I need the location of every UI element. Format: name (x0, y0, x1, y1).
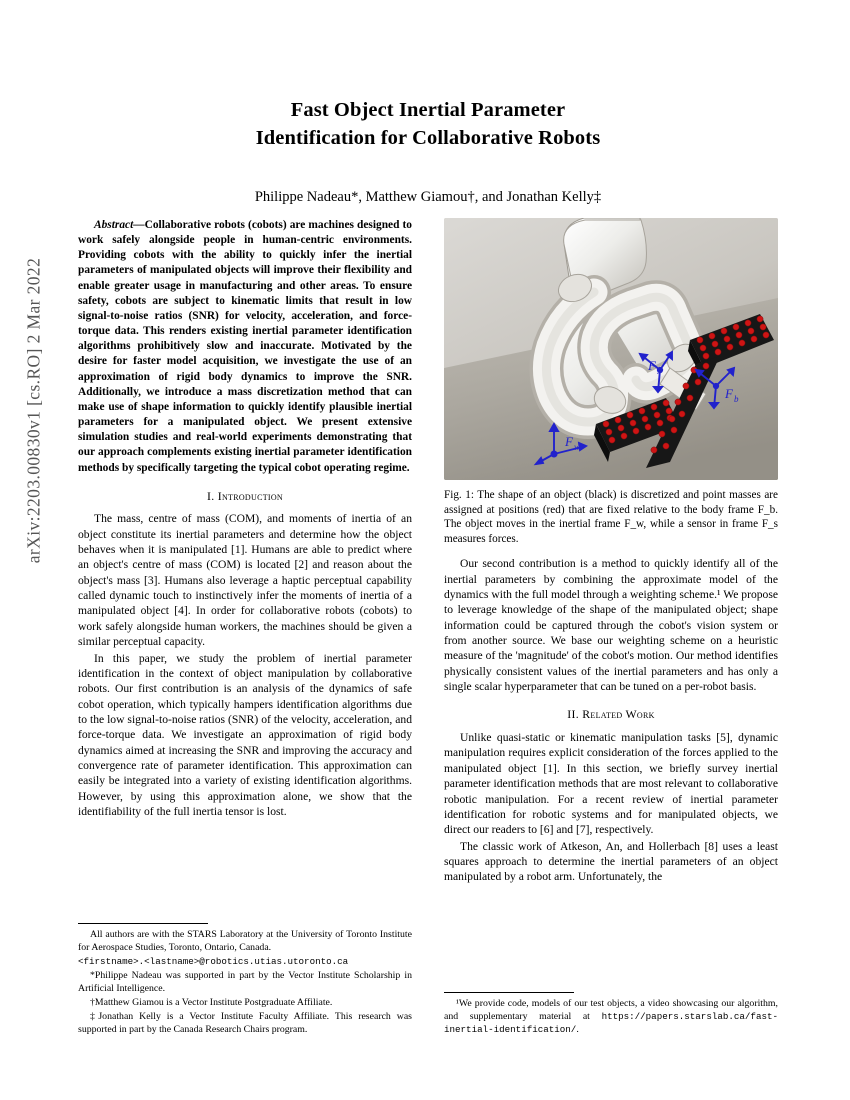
two-column-body (78, 218, 778, 1038)
footnotes-right (444, 986, 778, 1038)
svg-text:s: s (657, 366, 661, 376)
page-title (78, 96, 778, 153)
svg-text:F: F (725, 386, 733, 401)
abstract-label: Abstract— (94, 219, 145, 231)
svg-text:b: b (734, 394, 739, 404)
svg-text:F: F (648, 358, 656, 373)
column-right (444, 218, 778, 885)
right-paragraph-1: Our second contribution is a method to quickly identify all of the inertial parameters by combining the approximate model of the dynamics with the full model through a weighting scheme.¹ We propose to leverage knowledge of the shape of the manipulated object; shape information could be captured through the cobot's vision system or from another source. We base our weighting scheme on a heuristic measure of the 'magnitude' of the cobot's motion. Our method identifies physically consistent values of the inertial parameters and has only a single scalar hyperparameter that can be tuned on a per-robot basis. (444, 557, 778, 694)
footnote-right-1 (444, 998, 778, 1036)
intro-paragraph-2: In this paper, we study the problem of inertial parameter identification in the context of object manipulation by collaborative robots. Our first contribution is an analysis of the dynamics of safe cobot operation, which typically hampers identification algorithms due to the low signal-to-noise ratios (SNR) of the velocity, acceleration, and force-torque data. We investigate an approximation of rigid body dynamics aimed at increasing the SNR and improving the accuracy and convergence rate of parameter identification. This approximation can easily be integrated into a variety of existing identification algorithms. However, by using this approximation alone, we show that the identifiability of the full inertia tensor is lost. (78, 651, 412, 819)
section-heading-introduction: I. Introduction (206, 488, 284, 503)
footnote-divider (78, 923, 208, 924)
related-paragraph-2: The classic work of Atkeson, An, and Hollerbach [8] uses a least squares approach to determine the inertial parameters of an object manipulated by a robot arm. Unfortunately, the (444, 839, 778, 884)
author-list: Philippe Nadeau*, Matthew Giamou†, and Jonathan Kelly‡ (254, 188, 602, 205)
arxiv-stamp: arXiv:2203.00830v1 [cs.RO] 2 Mar 2022 (23, 257, 44, 564)
abstract-block (78, 218, 412, 476)
footnote-dagger: †Matthew Giamou is a Vector Institute Postgraduate Affiliate. (90, 996, 333, 1008)
figure-1 (444, 218, 778, 546)
title-line-2: Identification for Collaborative Robots (255, 127, 601, 150)
footnote-email: <firstname>.<lastname>@robotics.utias.utoronto.ca (78, 956, 349, 968)
footnote-star: *Philippe Nadeau was supported in part by the Vector Institute Scholarship in Artificial Intelligence. (78, 969, 412, 994)
abstract-text: Collaborative robots (cobots) are machines designed to work safely alongside people in human-centric environments. Providing cobots with the ability to quickly infer the inertial parameters of manipulated objects will improve their flexibility and enable greater usage in manufacturing and other areas. To ensure safety, cobots are subject to kinematic limits that result in low signal-to-noise ratios (SNR) for velocity, acceleration, and force-torque data. This renders existing inertial parameter identification algorithms prohibitively slow and inaccurate. Motivated by the desire for faster model acquisition, we investigate the use of an approximation of rigid body dynamics to improve the SNR. Additionally, we introduce a mass discretization method that can make use of shape information to quickly identify plausible inertial parameters for a manipulated object. We present extensive simulation studies and real-world experiments demonstrating that our approach complements existing inertial parameter identification methods by specifically targeting the typical cobot operating regime. (78, 219, 412, 474)
footnote-right-period: . (576, 1023, 579, 1035)
title-line-1: Fast Object Inertial Parameter (290, 99, 566, 121)
figure-1-label: Fig. 1: (444, 489, 474, 501)
svg-text:F: F (565, 434, 573, 449)
intro-paragraph-1: The mass, centre of mass (COM), and moments of inertia of an object constitute its inertial parameters and determine how the object behaves when it is manipulated [1]. Humans are able to predict where an object's centre of mass (COM) is located [2] and reason about the object's mass [3]. Humans also leverage a haptic perceptual capability called dynamic touch to instinctively infer the moments of inertia of a manipulated object [4]. In order for collaborative robots (cobots) to work safely alongside human workers, the machines should be given a similar perceptual capacity. (78, 512, 412, 649)
footnote-right-url[interactable]: https://papers.starslab.ca/fast-inertial-identification/ (444, 1011, 778, 1035)
footnote-divider-right (444, 992, 574, 993)
paper-content (78, 78, 778, 1038)
section-heading-related-work: II. Related Work (567, 707, 655, 722)
robot-illustration (444, 218, 778, 480)
footnote-affiliation: All authors are with the STARS Laboratory at the University of Toronto Institute for Aerospace Studies, Toronto, Ontario, Canada. (78, 929, 412, 954)
footnote-ddagger: ‡Jonathan Kelly is a Vector Institute Faculty Affiliate. This research was supported in part by the Canada Research Chairs program. (78, 1011, 412, 1035)
related-paragraph-1: Unlike quasi-static or kinematic manipulation tasks [5], dynamic manipulation requires explicit consideration of the forces applied to the manipulated object [1]. In this section, we briefly survey inertial parameter identification methods that are most relevant to collaborative robotic manipulation. For a recent review of inertial parameter identification for robotic systems and for manipulated objects, we direct our readers to [6] and [7], respectively. (444, 731, 778, 837)
figure-1-caption (444, 488, 778, 546)
svg-text:w: w (574, 442, 581, 452)
footnotes-left (78, 917, 412, 1038)
footnote-right-text: ¹We provide code, models of our test objects, a video showcasing our algorithm, and supplementary material at (444, 998, 778, 1023)
column-left (78, 218, 412, 819)
figure-1-image (444, 218, 778, 480)
figure-1-caption-text: The shape of an object (black) is discretized and point masses are assigned at positions (red) that are fixed relative to the body frame F_b. The object moves in the inertial frame F_w, while a sensor in frame F_s measures forces. (444, 489, 778, 545)
